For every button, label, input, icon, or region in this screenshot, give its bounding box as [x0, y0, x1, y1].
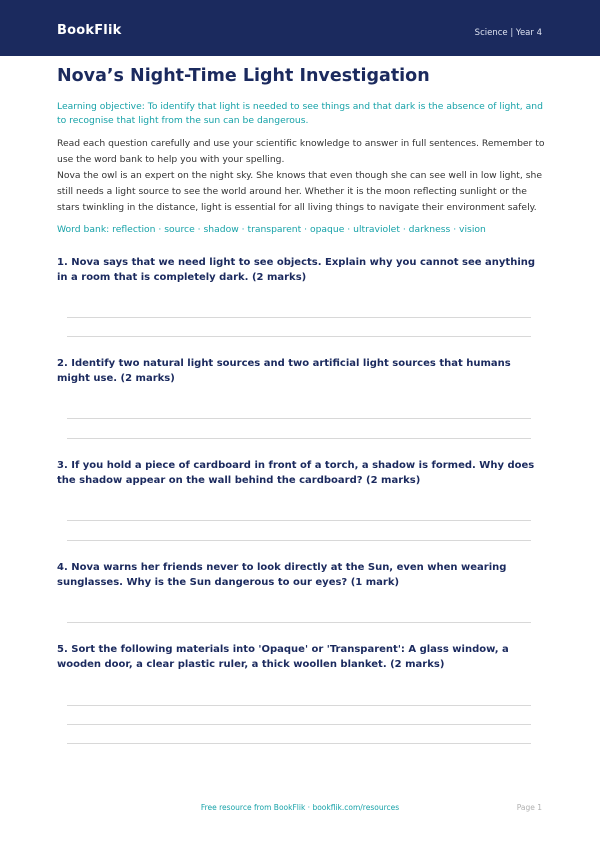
learning-objective: Learning objective: To identify that light is needed to see things and that dark is the absence of light, and to recognise that light from the sun can be dangerous. — [57, 101, 543, 126]
story-text: Nova the owl is an expert on the night sky. She knows that even though she can see well in low light, she still needs a light source to see the world around her. Whether it is the moon reflecting sunlight or the stars twinkling in the distance, light is essential for all living things to navigate their environment safely. — [57, 170, 542, 213]
question-4: 4. Nova warns her friends never to look directly at the Sun, even when wearing sunglasses. Why is the Sun dangerous to our eyes? (1 mark) — [57, 562, 507, 588]
page-number: Page 1 — [516, 803, 542, 812]
answer-line[interactable] — [67, 317, 531, 318]
question-1: 1. Nova says that we need light to see objects. Explain why you cannot see anything in a room that is completely dark. (2 marks) — [57, 257, 536, 283]
answer-line[interactable] — [67, 743, 531, 744]
question-2: 2. Identify two natural light sources and two artificial light sources that humans might use. (2 marks) — [57, 358, 511, 384]
subject-label: Science | Year 4 — [474, 28, 542, 38]
question-5: 5. Sort the following materials into 'Opaque' or 'Transparent': A glass window, a wooden door, a clear plastic ruler, a thick woollen blanket. (2 marks) — [57, 644, 509, 670]
word-bank: Word bank: reflection · source · shadow · transparent · opaque · ultraviolet · darkness · vision — [57, 224, 486, 235]
answer-line[interactable] — [67, 336, 531, 337]
instructions-text: Read each question carefully and use your scientific knowledge to answer in full sentences. Remember to use the word bank to help you with your spelling. — [57, 138, 545, 165]
footer-text: Free resource from BookFlik · bookflik.com/resources — [200, 803, 400, 812]
brand-logo: BookFlik — [57, 23, 122, 38]
page-title: Nova’s Night-Time Light Investigation — [57, 66, 430, 86]
header-bar — [0, 0, 600, 56]
answer-line[interactable] — [67, 418, 531, 419]
question-3: 3. If you hold a piece of cardboard in front of a torch, a shadow is formed. Why does the shadow appear on the wall behind the cardboard? (2 marks) — [57, 460, 535, 486]
answer-line[interactable] — [67, 438, 531, 439]
answer-line[interactable] — [67, 705, 531, 706]
answer-line[interactable] — [67, 724, 531, 725]
answer-line[interactable] — [67, 622, 531, 623]
answer-line[interactable] — [67, 520, 531, 521]
answer-line[interactable] — [67, 540, 531, 541]
